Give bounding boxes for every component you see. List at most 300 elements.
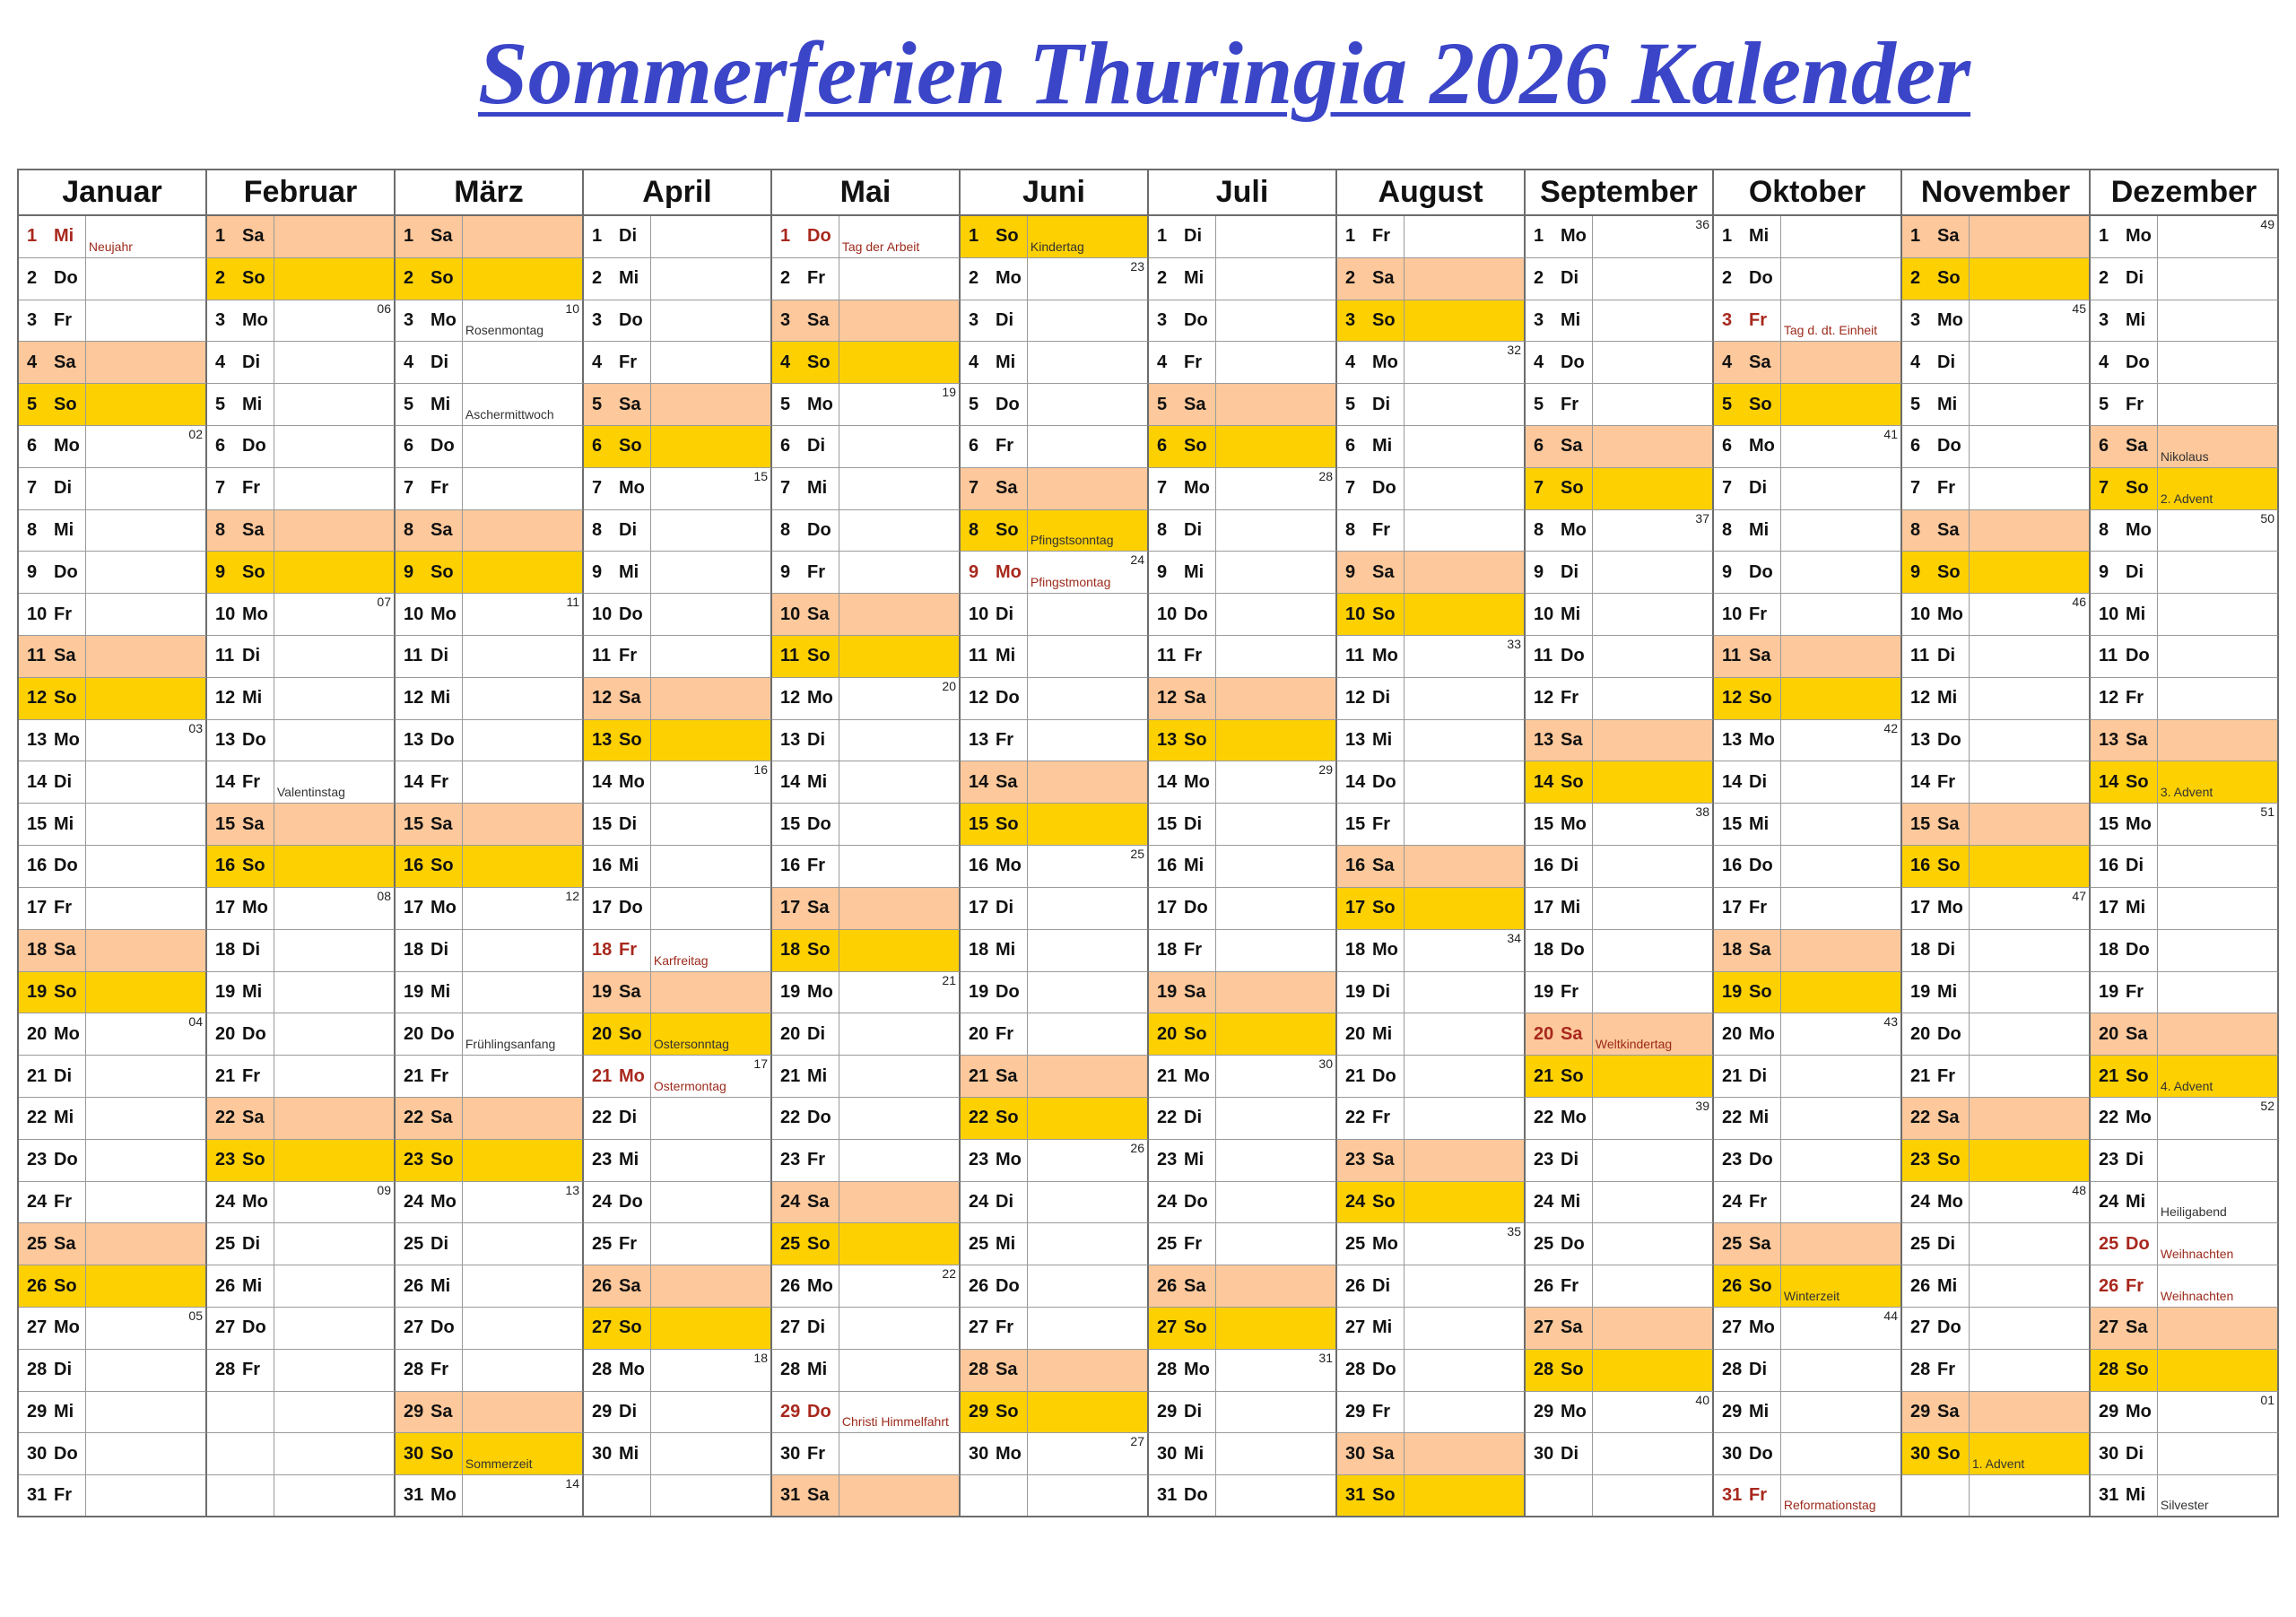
- day-number: 15: [1534, 813, 1554, 834]
- day-note-area: [274, 300, 394, 342]
- day-number: 17: [1157, 898, 1178, 918]
- day-note-area: [1593, 720, 1712, 761]
- week-number: 52: [2260, 1098, 2274, 1113]
- day-cell: [961, 636, 1149, 678]
- day-note-area: [1593, 888, 1712, 929]
- day-cell: [19, 216, 207, 258]
- weekday: Mi: [1184, 1443, 1205, 1464]
- weekday: Di: [807, 1023, 825, 1044]
- day-note-area: [463, 720, 582, 761]
- day-label: [396, 1140, 463, 1181]
- weekday: Sa: [1937, 520, 1960, 541]
- day-label: [396, 761, 463, 803]
- day-label: [1149, 1098, 1216, 1139]
- day-label: [1526, 972, 1593, 1013]
- day-cell: [1714, 678, 1902, 720]
- weekday: Do: [1749, 268, 1773, 289]
- day-note-area: [274, 1182, 394, 1223]
- day-number: 24: [27, 1191, 48, 1212]
- weekday: Mi: [807, 1360, 828, 1380]
- week-number: 45: [2072, 300, 2086, 316]
- day-note-area: [1593, 1350, 1712, 1391]
- day-label: [1337, 636, 1405, 677]
- day-number: 14: [1722, 771, 1743, 792]
- day-cell: [207, 1098, 396, 1140]
- day-cell: [961, 1223, 1149, 1265]
- day-cell: [584, 678, 772, 720]
- day-cell: [961, 761, 1149, 804]
- day-cell: [1337, 1433, 1526, 1475]
- day-number: 26: [592, 1275, 613, 1296]
- day-note-area: [1970, 468, 2089, 509]
- day-note-area: [86, 594, 205, 635]
- day-cell: [1714, 216, 1902, 258]
- day-label: [1337, 761, 1405, 803]
- day-label: [19, 1013, 86, 1055]
- day-label: [1337, 888, 1405, 929]
- day-note-area: [1593, 468, 1712, 509]
- month-header: November: [1902, 170, 2091, 216]
- day-cell: [961, 720, 1149, 762]
- day-label: [1337, 1265, 1405, 1307]
- day-label: [1714, 761, 1781, 803]
- day-number: 30: [969, 1443, 989, 1464]
- day-cell: [961, 300, 1149, 343]
- month-header: Juni: [961, 170, 1149, 216]
- day-cell: [1902, 804, 2091, 846]
- day-note-area: [1970, 552, 2089, 593]
- weekday: Sa: [1561, 730, 1583, 751]
- weekday: Do: [807, 813, 831, 834]
- day-number: 5: [780, 394, 791, 414]
- day-label: [961, 1350, 1028, 1391]
- day-number: 12: [592, 688, 613, 709]
- day-number: 26: [1345, 1275, 1366, 1296]
- day-note-area: [86, 468, 205, 509]
- day-cell: [207, 1223, 396, 1265]
- day-note-area: [1405, 846, 1524, 887]
- day-note-area: [2158, 216, 2277, 257]
- day-note-area: [1781, 720, 1900, 761]
- weekday: So: [54, 981, 77, 1002]
- day-number: 27: [2099, 1317, 2119, 1338]
- day-number: 29: [1722, 1401, 1743, 1421]
- weekday: Mi: [807, 771, 828, 792]
- day-number: 6: [27, 436, 38, 456]
- day-cell: [1526, 510, 1714, 552]
- day-label: [1902, 1308, 1970, 1349]
- day-number: 9: [780, 561, 791, 582]
- weekday: Do: [1561, 940, 1585, 961]
- day-label: [2091, 888, 2158, 929]
- day-note-area: [86, 804, 205, 845]
- day-label: [1337, 1308, 1405, 1349]
- day-label: [961, 300, 1028, 342]
- weekday: Mo: [807, 688, 833, 709]
- day-cell: [1526, 1098, 1714, 1140]
- day-note-area: [1216, 300, 1335, 342]
- day-label: [1902, 930, 1970, 971]
- day-cell: [1149, 1098, 1337, 1140]
- day-number: 5: [215, 394, 226, 414]
- weekday: So: [54, 1275, 77, 1296]
- weekday: So: [1749, 1275, 1772, 1296]
- day-label: [1526, 1308, 1593, 1349]
- day-number: 28: [27, 1360, 48, 1380]
- day-label: [1714, 678, 1781, 719]
- day-note-area: [1593, 216, 1712, 257]
- day-cell: [961, 468, 1149, 510]
- day-label: [19, 510, 86, 552]
- day-cell: [19, 468, 207, 510]
- day-number: 21: [1722, 1065, 1743, 1086]
- day-note-area: [1593, 300, 1712, 342]
- weekday: Fr: [807, 1443, 825, 1464]
- day-note-area: [651, 678, 770, 719]
- day-note-area: [839, 930, 959, 971]
- day-number: 12: [215, 688, 236, 709]
- day-cell: [772, 1013, 961, 1056]
- day-cell: [772, 1433, 961, 1475]
- day-label: [1714, 258, 1781, 300]
- day-number: 2: [1157, 268, 1168, 289]
- day-label: [1526, 678, 1593, 719]
- weekday: Sa: [1372, 561, 1395, 582]
- day-label: [1526, 1265, 1593, 1307]
- day-note-area: [1028, 678, 1147, 719]
- week-number: 18: [753, 1350, 768, 1365]
- day-label: [19, 258, 86, 300]
- holiday-name: 4. Advent: [2160, 1078, 2213, 1093]
- day-cell: [584, 720, 772, 762]
- day-number: 16: [404, 856, 424, 876]
- day-label: [1149, 1056, 1216, 1097]
- day-number: 28: [1534, 1360, 1554, 1380]
- day-label: [1337, 1475, 1405, 1516]
- day-label: [961, 258, 1028, 300]
- day-number: 11: [780, 646, 800, 666]
- day-cell: [772, 1182, 961, 1224]
- day-number: 5: [1910, 394, 1921, 414]
- day-number: 1: [1534, 226, 1544, 247]
- day-number: 28: [592, 1360, 613, 1380]
- day-label: [19, 846, 86, 887]
- day-label: [1902, 1223, 1970, 1265]
- day-number: 18: [1910, 940, 1931, 961]
- day-number: 13: [1722, 730, 1743, 751]
- day-note-area: [1781, 1308, 1900, 1349]
- weekday: Do: [1372, 478, 1396, 499]
- weekday: Di: [430, 646, 448, 666]
- day-number: 24: [1910, 1191, 1931, 1212]
- weekday: Do: [996, 688, 1020, 709]
- day-number: 21: [1157, 1065, 1178, 1086]
- day-number: 12: [780, 688, 801, 709]
- day-number: 17: [215, 898, 236, 918]
- day-cell: [1902, 636, 2091, 678]
- weekday: Mo: [996, 561, 1022, 582]
- day-cell: [207, 384, 396, 426]
- weekday: Sa: [54, 940, 76, 961]
- day-number: 31: [1345, 1485, 1366, 1506]
- week-number: 14: [565, 1476, 579, 1491]
- day-number: 16: [215, 856, 236, 876]
- day-cell: [584, 384, 772, 426]
- day-note-area: [1970, 216, 2089, 257]
- day-number: 12: [27, 688, 48, 709]
- day-number: 8: [780, 520, 791, 541]
- day-cell: [396, 1182, 584, 1224]
- day-number: 6: [1910, 436, 1921, 456]
- day-cell: [961, 804, 1149, 846]
- day-number: 20: [1157, 1023, 1178, 1044]
- day-cell: [1526, 258, 1714, 300]
- weekday: Di: [54, 478, 72, 499]
- day-number: 20: [592, 1023, 613, 1044]
- day-note-area: [839, 342, 959, 383]
- weekday: Fr: [996, 730, 1013, 751]
- empty-note-area: [1970, 1475, 2089, 1516]
- day-number: 24: [1345, 1191, 1366, 1212]
- day-note-area: [1405, 1098, 1524, 1139]
- day-number: 28: [1157, 1360, 1178, 1380]
- weekday: Fr: [619, 940, 637, 961]
- day-number: 31: [2099, 1485, 2119, 1506]
- day-label: [19, 1056, 86, 1097]
- day-number: 1: [215, 226, 226, 247]
- day-number: 28: [969, 1360, 989, 1380]
- day-number: 15: [1345, 813, 1366, 834]
- weekday: Fr: [1937, 1360, 1955, 1380]
- day-note-area: [2158, 1308, 2277, 1349]
- day-cell: [1149, 846, 1337, 888]
- day-cell: [19, 1056, 207, 1098]
- day-number: 11: [1534, 646, 1553, 666]
- day-cell: [584, 468, 772, 510]
- day-label: [961, 384, 1028, 425]
- day-label: [584, 1013, 651, 1055]
- day-label: [1149, 300, 1216, 342]
- day-label: [772, 1433, 839, 1474]
- day-note-area: [1781, 1433, 1900, 1474]
- day-note-area: [839, 258, 959, 300]
- day-label: [1714, 720, 1781, 761]
- weekday: Di: [2126, 856, 2144, 876]
- day-label: [584, 761, 651, 803]
- holiday-name: Neujahr: [88, 239, 133, 254]
- day-label: [584, 300, 651, 342]
- day-note-area: [86, 216, 205, 257]
- weekday: So: [1561, 1065, 1584, 1086]
- weekday: Mo: [54, 730, 80, 751]
- day-cell: [1902, 1182, 2091, 1224]
- weekday: Di: [1184, 226, 1202, 247]
- weekday: Do: [430, 730, 455, 751]
- day-number: 22: [404, 1108, 424, 1128]
- day-label: [207, 1223, 274, 1265]
- day-cell: [19, 426, 207, 468]
- day-label: [1149, 636, 1216, 677]
- page-title[interactable]: Sommerferien Thuringia 2026 Kalender: [477, 23, 1971, 123]
- day-number: 16: [1534, 856, 1554, 876]
- weekday: Fr: [807, 1150, 825, 1170]
- weekday: Mo: [1184, 771, 1210, 792]
- day-number: 13: [1534, 730, 1554, 751]
- day-number: 10: [1345, 604, 1366, 624]
- day-label: [396, 552, 463, 593]
- day-number: 20: [215, 1023, 236, 1044]
- day-label: [961, 510, 1028, 552]
- day-number: 1: [27, 226, 38, 247]
- day-cell: [1526, 1182, 1714, 1224]
- day-note-area: [274, 258, 394, 300]
- day-note-area: [463, 342, 582, 383]
- day-cell: [961, 1308, 1149, 1350]
- day-cell: [1714, 888, 1902, 930]
- day-label: [1526, 342, 1593, 383]
- day-number: 29: [969, 1401, 989, 1421]
- day-number: 11: [404, 646, 423, 666]
- day-label: [207, 1350, 274, 1391]
- day-label: [207, 1182, 274, 1223]
- day-cell: [1526, 930, 1714, 972]
- day-note-area: [2158, 636, 2277, 677]
- holiday-name: 1. Advent: [1971, 1456, 2025, 1472]
- weekday: Sa: [996, 1065, 1018, 1086]
- day-note-area: [463, 678, 582, 719]
- day-number: 21: [215, 1065, 236, 1086]
- day-note-area: [1405, 594, 1524, 635]
- day-note-area: [651, 426, 770, 467]
- weekday: Sa: [2126, 1023, 2148, 1044]
- day-note-area: [463, 1013, 582, 1055]
- day-cell: [207, 1013, 396, 1056]
- day-label: [1149, 888, 1216, 929]
- day-number: 28: [1910, 1360, 1931, 1380]
- day-cell: [1526, 384, 1714, 426]
- day-note-area: [1970, 300, 2089, 342]
- day-note-area: [1028, 1433, 1147, 1474]
- day-label: [584, 510, 651, 552]
- day-cell: [1902, 258, 2091, 300]
- day-label: [584, 636, 651, 677]
- day-number: 22: [780, 1108, 801, 1128]
- day-note-area: [1405, 1350, 1524, 1391]
- weekday: So: [1184, 436, 1207, 456]
- day-number: 18: [2099, 940, 2119, 961]
- day-note-area: [1781, 594, 1900, 635]
- day-note-area: [463, 1433, 582, 1474]
- weekday: So: [1749, 688, 1772, 709]
- day-cell: [1526, 761, 1714, 804]
- day-label: [396, 1182, 463, 1223]
- day-label: [19, 1140, 86, 1181]
- day-cell: [1337, 720, 1526, 762]
- day-cell: [1337, 972, 1526, 1014]
- day-cell: [961, 1182, 1149, 1224]
- weekday: Mo: [1184, 478, 1210, 499]
- day-note-area: [274, 678, 394, 719]
- day-cell: [961, 1056, 1149, 1098]
- weekday: So: [619, 1023, 642, 1044]
- day-number: 12: [404, 688, 424, 709]
- day-note-area: [463, 216, 582, 257]
- day-number: 4: [592, 352, 603, 372]
- weekday: Mi: [1937, 981, 1958, 1002]
- day-label: [1337, 552, 1405, 593]
- weekday: Mi: [1749, 520, 1770, 541]
- day-number: 25: [1534, 1233, 1554, 1254]
- day-note-area: [1028, 846, 1147, 887]
- weekday: Sa: [807, 604, 830, 624]
- day-note-area: [274, 1308, 394, 1349]
- day-number: 23: [1534, 1150, 1554, 1170]
- day-cell: [1526, 300, 1714, 343]
- day-label: [584, 1098, 651, 1139]
- day-cell: [19, 1350, 207, 1392]
- day-label: [1714, 468, 1781, 509]
- day-cell: [19, 804, 207, 846]
- weekday: Do: [430, 1317, 455, 1338]
- day-number: 3: [404, 310, 414, 330]
- day-number: 28: [404, 1360, 424, 1380]
- day-label: [584, 1433, 651, 1474]
- weekday: Mi: [996, 352, 1016, 372]
- day-note-area: [1593, 761, 1712, 803]
- day-cell: [1526, 1475, 1714, 1517]
- day-note-area: [1216, 384, 1335, 425]
- day-cell: [1902, 1308, 2091, 1350]
- day-label: [2091, 1350, 2158, 1391]
- weekday: Do: [430, 436, 455, 456]
- day-number: 7: [215, 478, 226, 499]
- day-number: 28: [2099, 1360, 2119, 1380]
- day-cell: [207, 1140, 396, 1182]
- weekday: Di: [1561, 561, 1578, 582]
- day-note-area: [463, 1265, 582, 1307]
- weekday: Sa: [996, 478, 1018, 499]
- day-number: 13: [215, 730, 236, 751]
- weekday: Mi: [996, 646, 1016, 666]
- day-cell: [961, 258, 1149, 300]
- weekday: Sa: [1184, 981, 1206, 1002]
- day-note-area: [1781, 972, 1900, 1013]
- day-cell: [19, 1223, 207, 1265]
- weekday: Di: [430, 940, 448, 961]
- day-note-area: [651, 972, 770, 1013]
- day-label: [2091, 636, 2158, 677]
- day-cell: [1714, 1475, 1902, 1517]
- day-number: 5: [1534, 394, 1544, 414]
- day-cell: [772, 342, 961, 384]
- day-cell: [396, 720, 584, 762]
- day-label: [584, 1140, 651, 1181]
- week-number: 47: [2072, 888, 2086, 903]
- day-number: 27: [1534, 1317, 1554, 1338]
- day-cell: [1149, 761, 1337, 804]
- day-note-area: [86, 720, 205, 761]
- day-cell: [1902, 1140, 2091, 1182]
- day-number: 6: [1722, 436, 1733, 456]
- day-note-area: [2158, 1392, 2277, 1433]
- day-cell: [2091, 1013, 2279, 1056]
- day-label: [1526, 846, 1593, 887]
- day-label: [1526, 468, 1593, 509]
- day-number: 27: [1157, 1317, 1178, 1338]
- week-number: 50: [2260, 510, 2274, 526]
- weekday: Mo: [430, 310, 457, 330]
- day-cell: [961, 972, 1149, 1014]
